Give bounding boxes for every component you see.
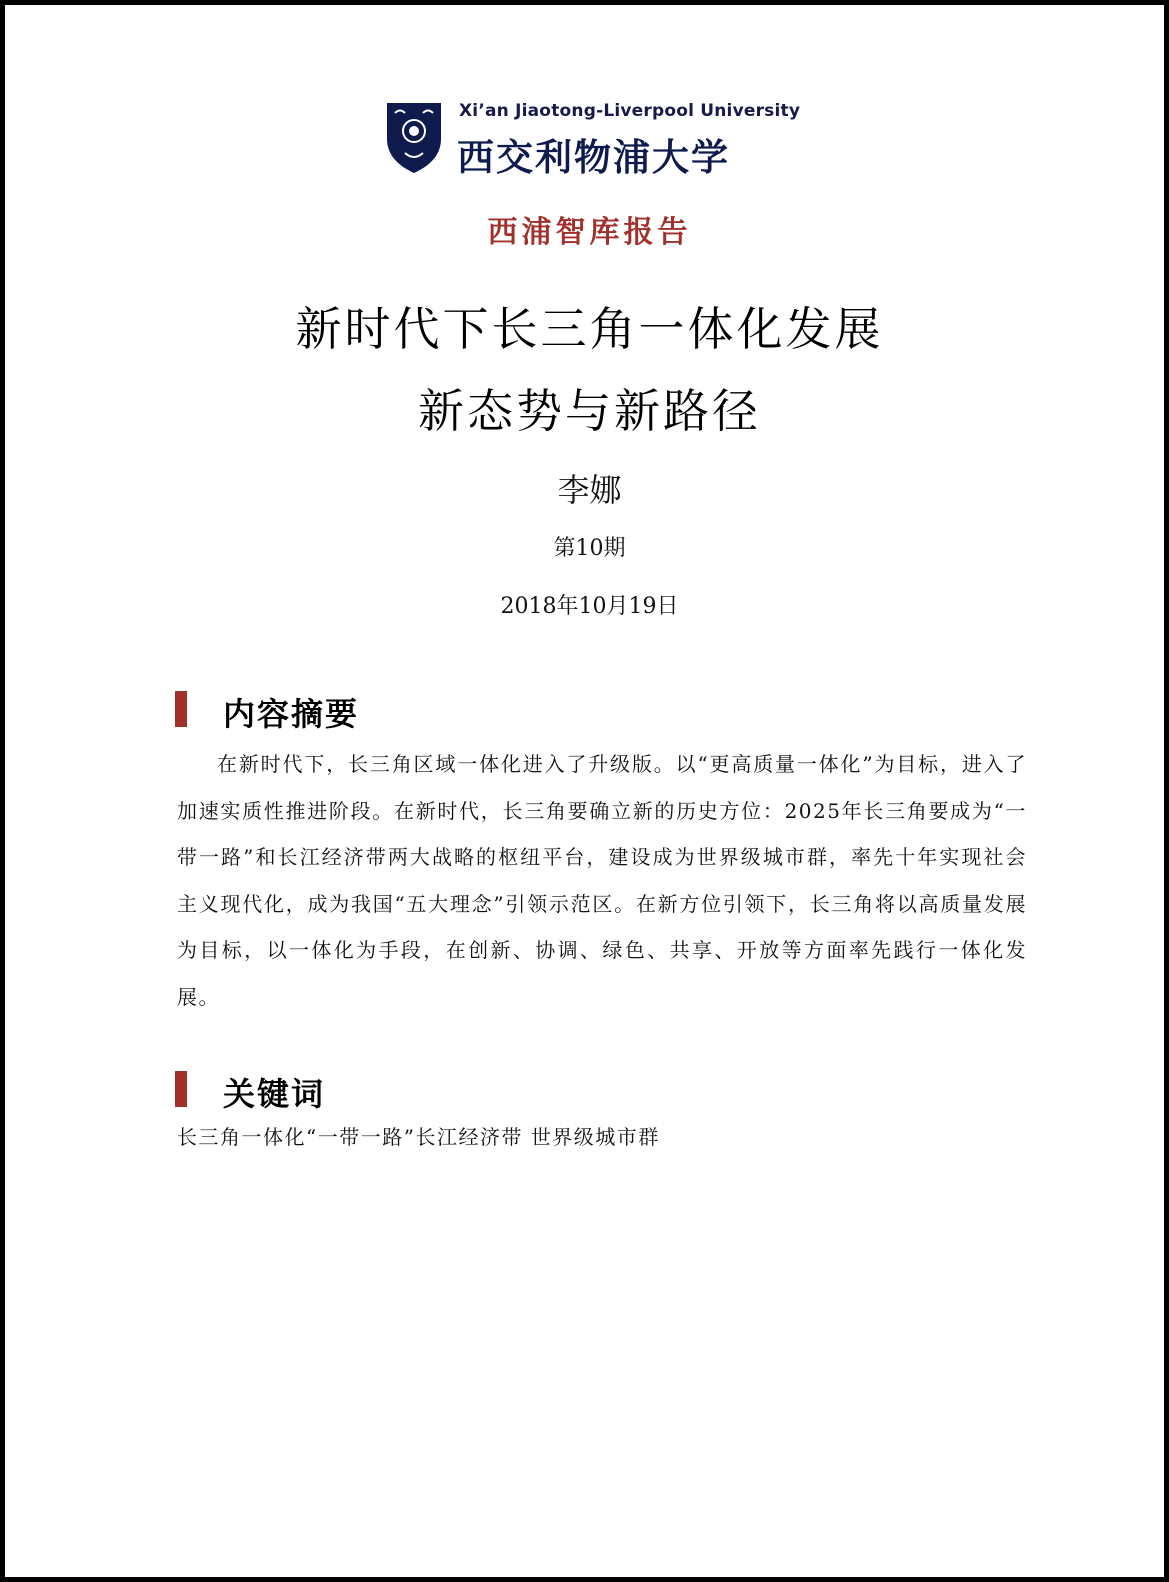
keywords-text: 长三角一体化“一带一路”长江经济带 世界级城市群: [177, 1125, 660, 1149]
university-shield-icon: [385, 101, 443, 175]
author: 李娜: [557, 471, 622, 509]
section-marker-bar: [175, 1071, 187, 1107]
report-title-line2: 新态势与新路径: [418, 384, 761, 438]
publish-date: 2018年10月19日: [500, 594, 679, 619]
section-marker-bar: [175, 691, 187, 727]
keywords-heading-text: 关键词: [223, 1075, 326, 1113]
university-name-cn: 西交利物浦大学: [457, 135, 730, 179]
abstract-text: 在新时代下，长三角区域一体化进入了升级版。以“更高质量一体化”为目标，进入了加速实质性推进阶段。在新时代，长三角要确立新的历史方位：2025年长三角要成为“一带一路”和长江经济带两大战略的枢纽平台，建设成为世界级城市群，率先十年实现社会主义现代化，成为我国“五大理念”引领示范区。在新方位引领下，长三角将以高质量发展为目标，以一体化为手段，在创新、协调、绿色、共享、开放等方面率先践行一体化发展。: [177, 752, 1027, 1009]
report-type: 西浦智库报告: [487, 215, 692, 250]
abstract-heading-text: 内容摘要: [223, 695, 360, 733]
report-title-line1: 新时代下长三角一体化发展: [295, 302, 884, 356]
university-name-en: Xi’an Jiaotong-Liverpool University: [459, 101, 801, 121]
issue-number: 第10期: [553, 536, 626, 561]
university-logo: [385, 101, 805, 181]
